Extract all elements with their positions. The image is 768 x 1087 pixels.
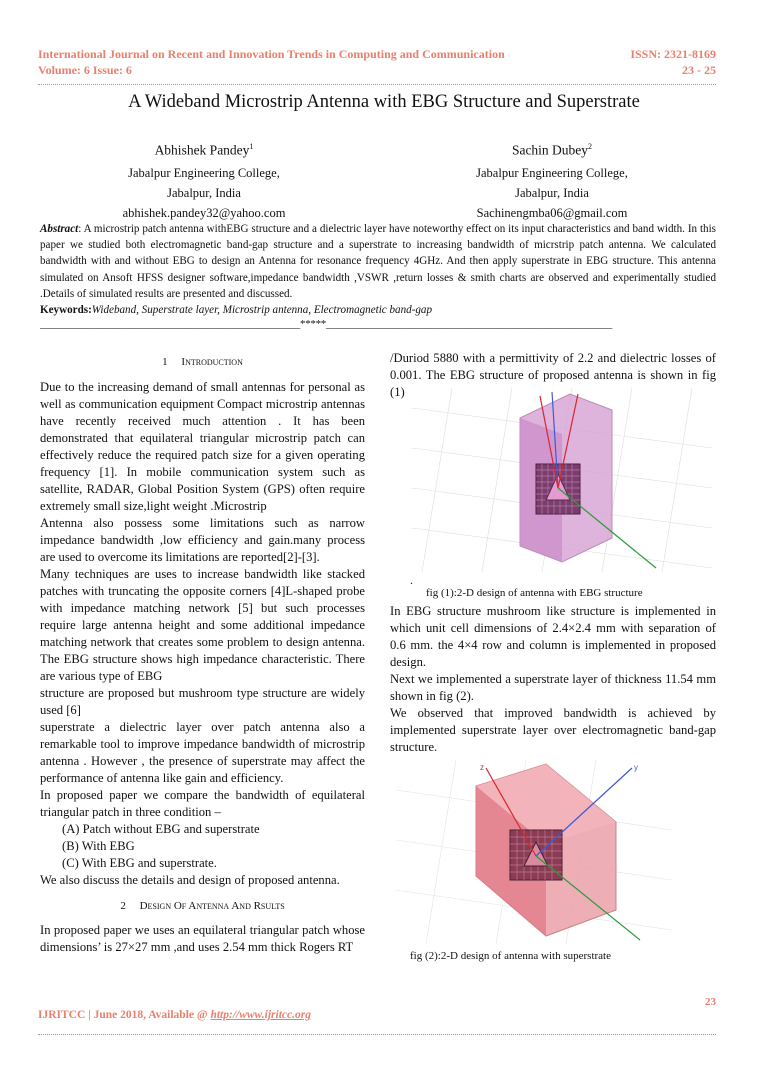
list-item-a: (A) Patch without EBG and superstrate <box>62 822 260 836</box>
ebg-paragraph: In EBG structure mushroom like structure is implemented in which unit cell dimensions of 2.4×2.4 mm with separation of 0.6 mm. the 4×4 row and column is implemented in proposed design. <box>390 604 716 669</box>
abstract-label: Abstract <box>40 223 79 235</box>
intro-paragraph-7: We also discuss the details and design of proposed antenna. <box>40 873 340 887</box>
superstrate-paragraph: Next we implemented a superstrate layer of thickness 11.54 mm shown in fig (2). <box>390 672 716 703</box>
list-item-c: (C) With EBG and superstrate. <box>62 856 217 870</box>
intro-paragraph-2: Antenna also possess some limitations such as narrow impedance bandwidth ,low efficiency and gain.many process are used to overcome its limitations are reported[2]-[3]. <box>40 516 365 564</box>
keywords-label: Keywords: <box>40 304 92 317</box>
page-range: 23 - 25 <box>682 63 716 77</box>
journal-name: International Journal on Recent and Innovation Trends in Computing and Communication <box>38 47 505 61</box>
issn-block <box>630 46 716 78</box>
separator-line: __________________________________________________*****_______________________________________________________ <box>40 318 613 330</box>
fig1-dot: . <box>410 573 413 587</box>
intro-paragraph-6: In proposed paper we compare the bandwidth of equilateral triangular patch in three condition – <box>40 788 365 819</box>
left-column <box>40 354 365 956</box>
list-item-b: (B) With EBG <box>62 839 135 853</box>
issn: ISSN: 2321-8169 <box>630 47 716 61</box>
author-2 <box>450 137 654 223</box>
section-1-heading: 1 Introduction <box>162 356 243 368</box>
author-2-city: Jabalpur, India <box>515 185 589 200</box>
fig2-superstrate-structure <box>396 760 672 944</box>
intro-paragraph-1: Due to the increasing demand of small antennas for personal as well as communication equipment Compact microstrip antennas have recently received much attention . It has been demonstrated that equilateral triangular microstrip patch can effectively reduce the required patch size for a given operating frequency [1]. In mobile communication system such as satellite, RADAR, Global Position System (GPS) often require extremely small size,light weight .Microstrip <box>40 380 365 513</box>
intro-paragraph-4: structure are proposed but mushroom type structure are widely used [6] <box>40 686 365 717</box>
footer <box>38 1009 311 1021</box>
footer-rule <box>38 1034 716 1035</box>
journal-volume: Volume: 6 Issue: 6 <box>38 63 132 77</box>
fig1-caption: fig (1):2-D design of antenna with EBG structure <box>426 587 643 599</box>
abstract-text: : A microstrip patch antenna withEBG structure and a dielectric layer have noteworthy effect on its input characteristics and band width. In this paper we studied both electromagnetic band-gap structure and a superstrate to increasing bandwidth of micrstrip patch antenna. We calculated bandwidth with and without EBG to design an Antenna for resonance frequency 4GHz. And then apply superstrate in EBG structure. This antenna simulated on Ansoft HFSS designer software,impedance bandwidth ,VSWR ,return losses & smith charts are observed and experimentally studied .Details of simulated results are presented and discussed. <box>40 223 716 300</box>
author-2-email: Sachinengmba06@gmail.com <box>476 205 628 220</box>
author-1-email: abhishek.pandey32@yahoo.com <box>122 205 286 220</box>
intro-paragraph-3: Many techniques are uses to increase bandwidth like stacked patches with truncating the opposite corners [4]L-shaped probe with impedance matching network [5] but such processes require large antenna height and some additional impedance matching network that creates some problem to design antenna. The EBG structure shows high impedance characteristic. There are various type of EBG <box>40 567 365 683</box>
footer-link[interactable]: http://www.ijritcc.org <box>210 1009 311 1021</box>
author-2-sup: 2 <box>588 142 593 151</box>
author-1-name: Abhishek Pandey <box>154 142 250 158</box>
paper-title: A Wideband Microstrip Antenna with EBG Structure and Superstrate <box>128 92 640 112</box>
result-paragraph: We observed that improved bandwidth is achieved by implemented superstrate layer over electromagnetic band-gap structure. <box>390 706 716 754</box>
author-1-sup: 1 <box>249 142 254 151</box>
author-1 <box>104 137 304 223</box>
intro-paragraph-5: superstrate a dielectric layer over patch antenna also a remarkable tool to improve impedance bandwidth of microstrip antenna . However , the presence of superstrate may affect the performance of antenna like gain and efficiency. <box>40 720 365 785</box>
page-number: 23 <box>705 996 716 1008</box>
author-2-college: Jabalpur Engineering College, <box>476 165 628 180</box>
keywords: Wideband, Superstrate layer, Microstrip antenna, Electromagnetic band-gap <box>91 304 433 317</box>
design-paragraph-2: /Duriod 5880 with a permittivity of 2.2 and dielectric losses of 0.001. The EBG structure of proposed antenna is shown in fig (1) <box>390 351 716 399</box>
section-2-heading: 2 Design Of Antenna And Rsults <box>120 900 285 912</box>
author-1-college: Jabalpur Engineering College, <box>128 165 280 180</box>
author-2-name: Sachin Dubey <box>511 142 589 158</box>
author-1-city: Jabalpur, India <box>167 185 241 200</box>
abstract <box>40 221 716 318</box>
right-column-mid <box>390 603 716 756</box>
journal-header <box>38 46 716 78</box>
header-rule <box>38 84 716 85</box>
fig2-caption: fig (2):2-D design of antenna with superstrate <box>410 950 611 962</box>
footer-text: IJRITCC | June 2018, Available @ <box>38 1009 211 1021</box>
fig2-axis-y-label: y <box>634 763 638 772</box>
fig2-axis-z-label: z <box>480 763 484 772</box>
fig1-ebg-structure <box>412 388 712 572</box>
design-paragraph-1: In proposed paper we uses an equilateral triangular patch whose dimensions’ is 27×27 mm ,and uses 2.54 mm thick Rogers RT <box>40 923 365 954</box>
